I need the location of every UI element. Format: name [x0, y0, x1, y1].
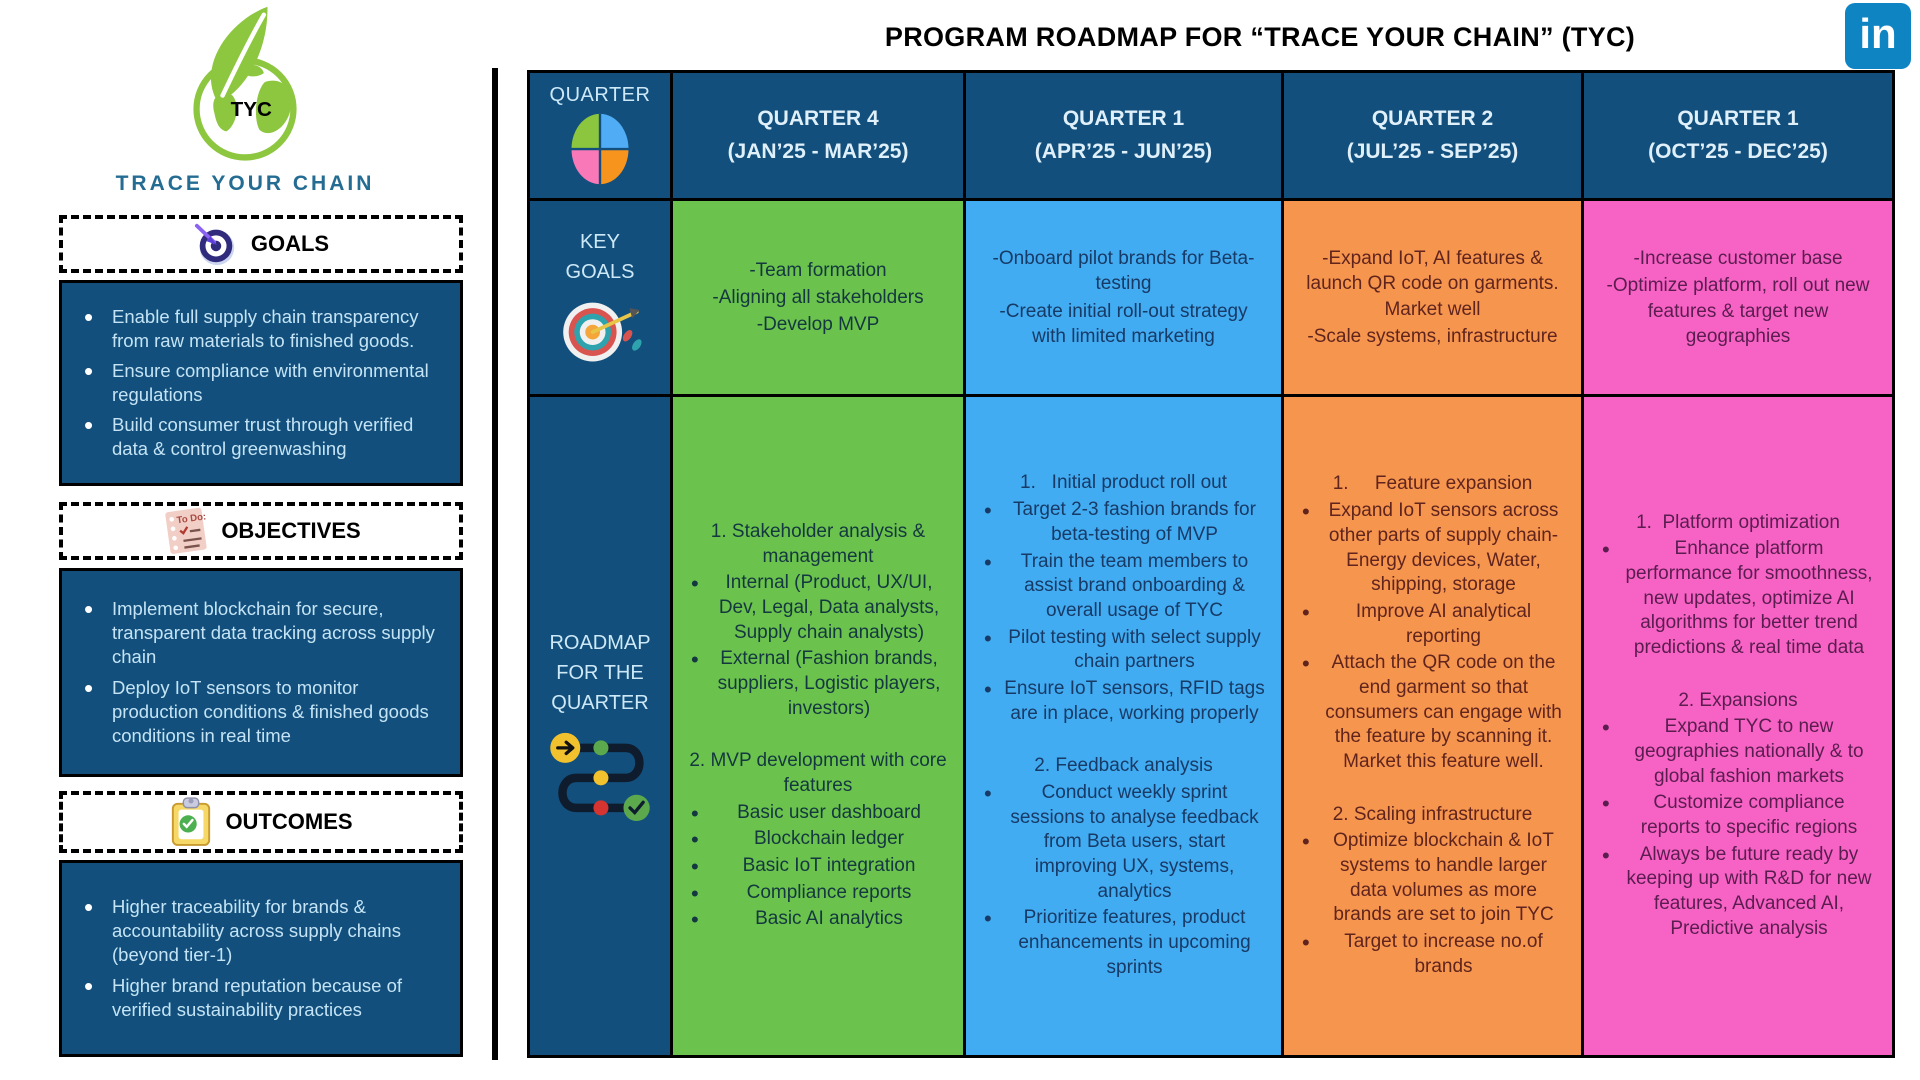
- list-item: • Implement blockchain for secure, transparent data tracking across supply chain: [76, 597, 446, 669]
- outcomes-label: OUTCOMES: [225, 809, 353, 834]
- list-item: • Ensure IoT sensors, RFID tags are in place, working properly: [974, 677, 1273, 726]
- list-item: • Attach the QR code on the end garment so that consumers can engage with the feature by scanning it. Market this feature well.: [1292, 651, 1573, 774]
- linkedin-icon: [1845, 3, 1911, 69]
- outcomes-list: [59, 860, 463, 1057]
- column-header-q1: QUARTER 1 (APR’25 - JUN’25): [966, 73, 1281, 198]
- clipboard-check-icon: [169, 797, 213, 847]
- list-item: • Basic AI analytics: [681, 907, 955, 932]
- list-item: • Higher brand reputation because of verified sustainability practices: [76, 974, 446, 1022]
- list-item: 1. Initial product roll out: [1020, 472, 1227, 494]
- list-item: 1. Platform optimization: [1636, 511, 1840, 533]
- list-item: -Create initial roll-out strategy with limited marketing: [999, 300, 1248, 347]
- list-item: 1. Stakeholder analysis & management: [710, 520, 931, 567]
- list-item: • Build consumer trust through verified data & control greenwashing: [76, 413, 446, 461]
- pie-chart-icon: [569, 111, 631, 187]
- list-item: • Expand TYC to new geographies nationally & to global fashion markets: [1592, 715, 1884, 789]
- list-item: 2. Feedback analysis: [1034, 755, 1213, 777]
- roadmap-cell-q2: [1284, 397, 1581, 1055]
- list-item: • Pilot testing with select supply chain partners: [974, 626, 1273, 675]
- list-item: 2. Scaling infrastructure: [1332, 803, 1533, 825]
- list-item: • Prioritize features, product enhancements in upcoming sprints: [974, 906, 1273, 980]
- list-item: -Team formation: [749, 259, 887, 281]
- target-icon: [193, 221, 239, 267]
- list-item: 2. MVP development with core features: [689, 750, 952, 797]
- list-item: • Internal (Product, UX/UI, Dev, Legal, Data analysts, Supply chain analysts): [681, 571, 955, 645]
- tyc-logo: [150, 4, 340, 170]
- list-item: • Basic user dashboard: [681, 801, 955, 826]
- list-item: • Train the team members to assist brand onboarding & overall usage of TYC: [974, 550, 1273, 624]
- key-goals-label: KEY GOALS: [565, 230, 635, 283]
- list-item: -Increase customer base: [1633, 248, 1843, 270]
- quarter-corner-label: QUARTER: [549, 84, 651, 106]
- list-item: • Enhance platform performance for smoothness, new updates, optimize AI algorithms for better trend predictions & real time data: [1592, 537, 1884, 660]
- roadmap-row-label: [530, 397, 670, 1055]
- leaf-globe-icon: [150, 4, 340, 170]
- list-item: • Conduct weekly sprint sessions to analyse feedback from Beta users, start improving UX, systems, analytics: [974, 781, 1273, 904]
- list-item: -Expand IoT, AI features & launch QR code on garments. Market well: [1306, 248, 1559, 320]
- list-item: • Target 2-3 fashion brands for beta-testing of MVP: [974, 498, 1273, 547]
- column-header-q1b: QUARTER 1 (OCT’25 - DEC’25): [1584, 73, 1892, 198]
- list-item: -Aligning all stakeholders: [712, 286, 924, 308]
- list-item: -Onboard pilot brands for Beta-testing: [992, 248, 1255, 295]
- list-item: • Higher traceability for brands & accountability across supply chains (beyond tier-1): [76, 895, 446, 967]
- list-item: • Ensure compliance with environmental regulations: [76, 359, 446, 407]
- list-item: • Expand IoT sensors across other parts of supply chain- Energy devices, Water, shipping, storage: [1292, 499, 1573, 598]
- list-item: • Deploy IoT sensors to monitor production conditions & finished goods conditions in real time: [76, 676, 446, 748]
- roadmap-cell-q1: [966, 397, 1281, 1055]
- objectives-list: [59, 568, 463, 777]
- list-item: • Improve AI analytical reporting: [1292, 600, 1573, 649]
- list-item: • Compliance reports: [681, 881, 955, 906]
- roadmap-table: [527, 70, 1895, 1058]
- quarter-corner-cell: [530, 73, 670, 198]
- list-item: [974, 727, 1273, 753]
- todo-icon-text: To Do:: [176, 511, 208, 527]
- dartboard-icon: [554, 297, 646, 369]
- goals-header: [59, 215, 463, 273]
- list-item: 1. Feature expansion: [1332, 473, 1533, 495]
- list-item: -Develop MVP: [756, 314, 880, 336]
- linkedin-label: in: [1859, 10, 1897, 57]
- list-item: • Blockchain ledger: [681, 827, 955, 852]
- key-goals-cell-q1: [966, 201, 1281, 394]
- list-item: • Basic IoT integration: [681, 854, 955, 879]
- roadmap-path-icon: [539, 728, 661, 824]
- list-item: -Optimize platform, roll out new features & target new geographies: [1606, 275, 1870, 347]
- key-goals-cell-q4: [673, 201, 963, 394]
- list-item: -Scale systems, infrastructure: [1307, 325, 1558, 347]
- roadmap-label: ROADMAP FOR THE QUARTER: [549, 632, 651, 714]
- key-goals-cell-q2: [1284, 201, 1581, 394]
- vertical-divider: [492, 68, 498, 1060]
- list-item: • Enable full supply chain transparency from raw materials to finished goods.: [76, 305, 446, 353]
- list-item: [681, 722, 955, 748]
- key-goals-row-label: [530, 201, 670, 394]
- column-header-q2: QUARTER 2 (JUL’25 - SEP’25): [1284, 73, 1581, 198]
- list-item: • Customize compliance reports to specific regions: [1592, 791, 1884, 840]
- logo-abbr: TYC: [230, 98, 272, 122]
- todo-list-icon: [161, 506, 209, 556]
- logo-name: TRACE YOUR CHAIN: [115, 172, 375, 195]
- roadmap-cell-q1b: [1584, 397, 1892, 1055]
- key-goals-cell-q1b: [1584, 201, 1892, 394]
- roadmap-cell-q4: [673, 397, 963, 1055]
- list-item: [1592, 662, 1884, 688]
- goals-label: GOALS: [250, 231, 330, 256]
- outcomes-header: [59, 791, 463, 853]
- list-item: [1292, 776, 1573, 802]
- list-item: 2. Expansions: [1678, 689, 1798, 711]
- objectives-header: [59, 502, 463, 560]
- list-item: • Always be future ready by keeping up with R&D for new features, Advanced AI, Predictive analysis: [1592, 843, 1884, 942]
- page-title: PROGRAM ROADMAP FOR “TRACE YOUR CHAIN” (TYC): [884, 22, 1636, 52]
- list-item: • Optimize blockchain & IoT systems to handle larger data volumes as more brands are set to join TYC: [1292, 829, 1573, 928]
- list-item: • External (Fashion brands, suppliers, Logistic players, investors): [681, 647, 955, 721]
- goals-list: [59, 280, 463, 486]
- list-item: • Target to increase no.of brands: [1292, 930, 1573, 979]
- objectives-label: OBJECTIVES: [221, 518, 361, 543]
- column-header-q4: QUARTER 4 (JAN’25 - MAR’25): [673, 73, 963, 198]
